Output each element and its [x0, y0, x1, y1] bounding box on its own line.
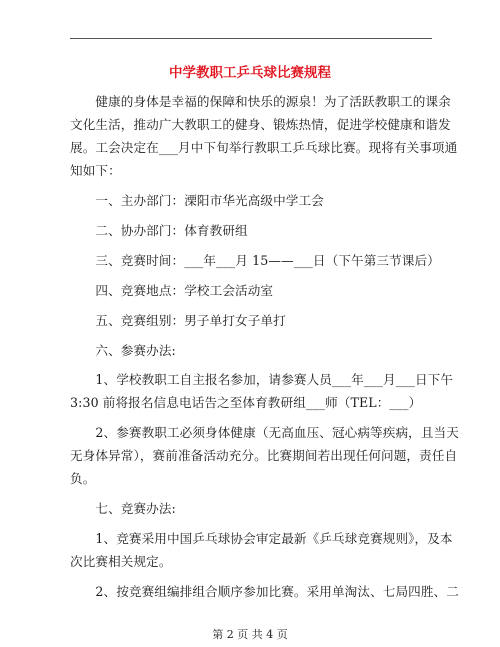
- body-line: 二、协办部门：体育教研组: [70, 223, 248, 238]
- page-number: 第 2 页 共 4 页: [212, 628, 288, 641]
- body-line: 展。工会决定在___月中下旬举行教职工乒乓球比赛。现将有关事项通: [70, 140, 458, 155]
- body-line: 七、竞赛办法:: [70, 501, 176, 516]
- document-title: 中学教职工乒乓球比赛规程: [169, 65, 331, 81]
- body-line: 健康的身体是幸福的保障和快乐的源泉！为了活跃教职工的课余: [70, 94, 451, 109]
- body-line: 次比赛相关规定。: [70, 554, 172, 569]
- body-line: 2、按竞赛组编排组合顺序参加比赛。采用单淘汰、七局四胜、二: [70, 584, 459, 599]
- body-line: 无身体异常），赛前准备活动充分。比赛期间若出现任何问题，责任自: [70, 448, 458, 463]
- body-line: 六、参赛办法:: [70, 343, 176, 358]
- body-line: 1、竞赛采用中国乒乓球协会审定最新《乒乓球竞赛规则》，及本: [70, 531, 453, 546]
- body-line: 负。: [70, 471, 96, 486]
- body-line: 四、竞赛地点：学校工会活动室: [70, 283, 274, 298]
- body-line: 三、竞赛时间：___年___月 15——___日（下午第三节课后）: [70, 253, 440, 268]
- body-line: 一、主办部门：溧阳市华光高级中学工会: [70, 193, 324, 208]
- body-line: 知如下：: [70, 163, 121, 178]
- body-line: 文化生活，推动广大教职工的健身、锻炼热情，促进学校健康和谐发: [70, 117, 451, 132]
- body-line: 1、学校教职工自主报名参加，请参赛人员___年___月___日下午: [70, 372, 454, 387]
- body-line: 3:30 前将报名信息电话告之至体育教研组___师（TEL：___）: [70, 395, 422, 410]
- body-line: 五、竞赛组别：男子单打女子单打: [70, 313, 286, 328]
- header-rule: [70, 38, 432, 39]
- body-line: 2、参赛教职工必须身体健康（无高血压、冠心病等疾病，且当天: [70, 425, 459, 440]
